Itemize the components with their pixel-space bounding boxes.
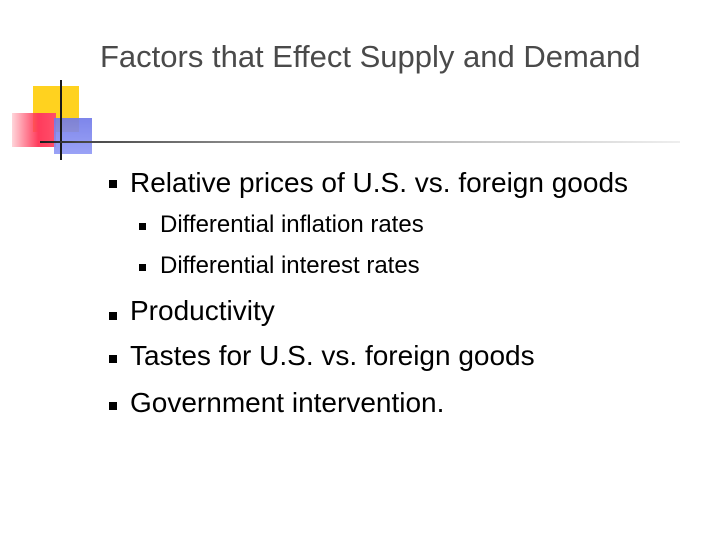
list-item <box>130 339 535 373</box>
list-item <box>130 386 444 420</box>
slide-title: Factors that Effect Supply and Demand <box>100 39 641 74</box>
list-item <box>160 252 420 280</box>
bullet-text: Government intervention. <box>130 387 445 418</box>
square-bullet-icon <box>109 312 117 320</box>
square-bullet-icon <box>109 402 117 410</box>
square-bullet-icon <box>139 264 146 271</box>
bullet-text: Relative prices of U.S. vs. foreign goods <box>130 167 629 198</box>
square-bullet-icon <box>139 223 146 230</box>
sub-bullet-text: Differential interest rates <box>160 252 420 279</box>
sub-bullet-text: Differential inflation rates <box>160 211 424 238</box>
square-bullet-icon <box>109 180 117 188</box>
list-item <box>130 166 628 200</box>
square-bullet-icon <box>109 355 117 363</box>
list-item <box>130 294 275 328</box>
list-item <box>160 211 424 239</box>
bullet-text: Tastes for U.S. vs. foreign goods <box>130 340 535 371</box>
bullet-text: Productivity <box>130 295 275 326</box>
